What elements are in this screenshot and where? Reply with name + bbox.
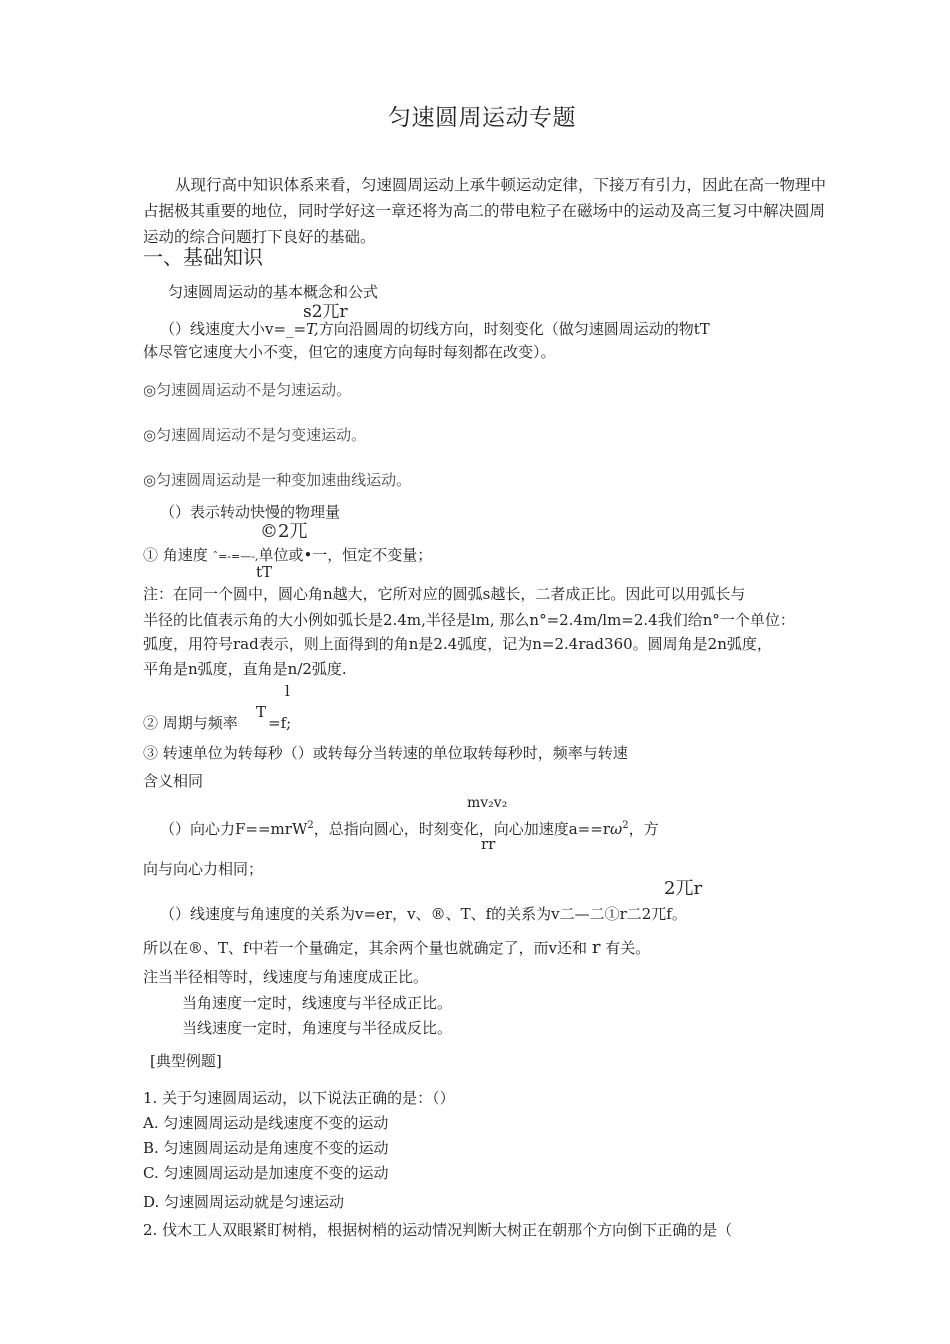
force-line [160,816,659,839]
period-text-a: ② 周期与频率 [143,714,238,732]
question-1: 1. 关于匀速圆周运动，以下说法正确的是：（） [143,1089,455,1107]
rotation-speed-line: ③ 转速单位为转每秒（）或转每分当转速的单位取转每秒时，频率与转速 [143,744,628,762]
subheading-2: （）表示转动快慢的物理量 [160,503,341,521]
note-3: ◎匀速圆周运动是一种变加速曲线运动。 [143,471,412,489]
relation-numerator: 2兀r [664,878,703,899]
option-a: A. 匀速圆周运动是线速度不变的运动 [143,1114,389,1132]
omega-text-c: 单位或•一，恒定不变量； [258,546,433,564]
velocity-line [160,319,710,339]
period-line [143,713,238,733]
omega-formula: ˆ=-=—-, [212,550,259,563]
omega-denominator: tT [256,563,273,581]
example-heading: [典型例题] [150,1052,222,1070]
page-title: 匀速圆周运动专题 [388,105,576,131]
radian-line-2: 半径的比值表示角的大小例如弧长是2.4m,半径是lm, 那么n°=2.4m/lm=2.4我们给n°一个单位： [143,611,795,629]
omega-numerator: ©2兀 [260,521,308,542]
force-sup: 2 [307,820,314,831]
subheading: 匀速圆周运动的基本概念和公式 [168,283,379,301]
relation-end: 有关。 [605,939,651,957]
relation-text: 所以在®、T、f中若一个量确定，其余两个量也就确定了，而v还和 [143,939,588,957]
question-2: 2. 伐木工人双眼紧盯树梢，根据树梢的运动情况判断大树正在朝那个方向倒下正确的是（ [143,1221,733,1239]
force-denominator: rr [481,835,496,853]
relation-r: r [591,937,601,958]
force-sup-2: 2 [622,820,629,831]
relation-line-2 [143,938,650,958]
period-equals: =f; [268,714,292,732]
option-b: B. 匀速圆周运动是角速度不变的运动 [143,1139,389,1157]
velocity-text-a: （）线速度大小v=_= [160,320,307,338]
fraction-numerator: s2兀r [303,302,348,322]
velocity-text-b: T, [306,320,319,338]
period-numerator: l [285,682,290,700]
radian-line-1: 注：在同一个圆中，圆心角n越大，它所对应的圆弧s越长，二者成正比。因此可以用弧长与 [143,585,746,603]
section-heading: 一、基础知识 [143,245,263,269]
velocity-line-2: 体尽管它速度大小不变，但它的速度方向每时每刻都在改变）。 [143,343,556,361]
option-d: D. 匀速圆周运动就是匀速运动 [143,1193,345,1211]
option-c: C. 匀速圆周运动是加速度不变的运动 [143,1164,389,1182]
note-omega: 当角速度一定时，线速度与半径成正比。 [182,994,453,1012]
omega-text-a: ① 角速度 [143,546,208,564]
omega-line [143,545,432,567]
velocity-text-c: 方向沿圆周的切线方向，时刻变化（做匀速圆周运动的物tT [318,320,710,338]
rotation-speed-line-2: 含义相同 [143,772,204,790]
intro-text: 从现行高中知识体系来看，匀速圆周运动上承牛顿运动定律，下接万有引力，因此在高一物理中占据极其重要的地位，同时学好这一章还将为高二的带电粒子在磁场中的运动及高三复习中解决圆周运动的综合问题打下良好的基础。 [143,176,827,246]
note-2: ◎匀速圆周运动不是匀变速运动。 [143,426,367,444]
force-line-2: 向与向心力相同； [143,860,264,878]
force-text-b: ，总指向圆心，时刻变化，向心加速度a==r [313,820,610,838]
radian-line-3: 弧度，用符号rad表示，则上面得到的角n是2.4弧度，记为n=2.4rad360。圆周角是2n弧度， [143,635,772,653]
force-omega: ω [610,820,623,838]
intro-paragraph [143,172,833,250]
note-velocity: 当线速度一定时，角速度与半径成反比。 [182,1019,453,1037]
force-numerator: mv₂v₂ [467,795,508,811]
note-radius: 注当半径相等时，线速度与角速度成正比。 [143,968,429,986]
force-text-d: ，方 [628,820,659,838]
relation-line: （）线速度与角速度的关系为v=er，v、®、T、f的关系为v二—二①r二2兀f。 [160,905,687,923]
force-text-a: （）向心力F==mrW [160,820,308,838]
radian-line-4: 平角是n弧度，直角是n/2弧度. [143,660,347,678]
note-1: ◎匀速圆周运动不是匀速运动。 [143,381,352,399]
period-symbol: T [256,703,267,721]
